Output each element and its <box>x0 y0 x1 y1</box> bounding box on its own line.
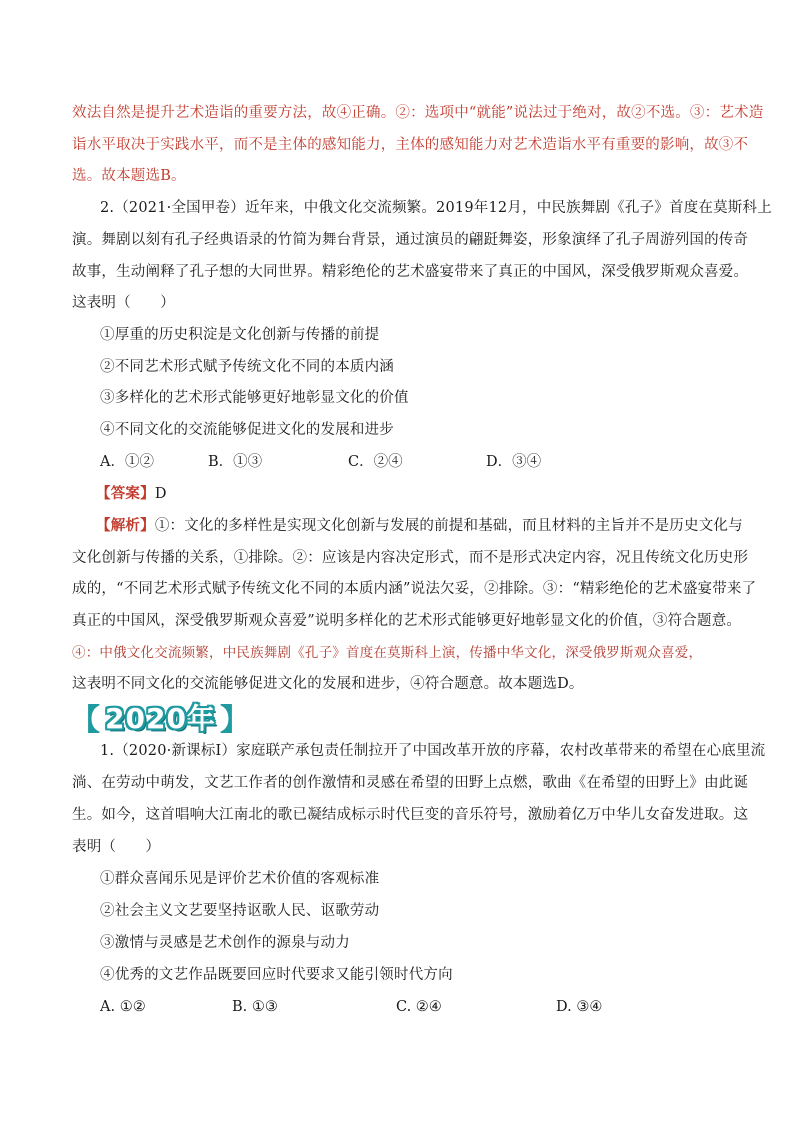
question-1-item-2: ②社会主义文艺要坚持讴歌人民、讴歌劳动 <box>100 903 380 919</box>
question-2-option-c: C．②④ <box>348 454 403 470</box>
question-2-stem-line-4: 这表明（ ） <box>72 295 175 311</box>
question-1-option-a: A. ①② <box>100 999 146 1015</box>
analysis-continuation-line-1: 效法自然是提升艺术造诣的重要方法，故④正确。②：选项中“就能”说法过于绝对，故②不选。③：艺术造 <box>72 105 764 121</box>
question-2-item-2: ②不同艺术形式赋予传统文化不同的本质内涵 <box>100 359 394 375</box>
question-2-analysis-line-6: 这表明不同文化的交流能够促进文化的发展和进步，④符合题意。故本题选D。 <box>72 676 584 692</box>
analysis-tag: 【解析】 <box>96 517 155 534</box>
question-2-stem-line-2: 演。舞剧以刻有孔子经典语录的竹简为舞台背景，通过演员的翩跹舞姿，形象演绎了孔子周游列国的传奇 <box>72 232 749 248</box>
question-1-stem-line-4: 表明（ ） <box>72 839 161 855</box>
question-1-option-b: B. ①③ <box>232 999 278 1015</box>
banner-year-text: 2020年 <box>105 702 216 735</box>
question-2-analysis-line-5: ④：中俄文化交流频繁，中民族舞剧《孔子》首度在莫斯科上演，传播中华文化，深受俄罗斯观众喜爱， <box>72 645 703 661</box>
question-1-item-1: ①群众喜闻乐见是评价艺术价值的客观标准 <box>100 871 380 887</box>
question-1-stem-line-2: 淌、在劳动中萌发，文艺工作者的创作激情和灵感在希望的田野上点燃，歌曲《在希望的田野上》由此诞 <box>72 775 749 791</box>
question-1-stem-line-3: 生。如今，这首唱响大江南北的歌已凝结成标示时代巨变的音乐符号，激励着亿万中华儿女奋发进取。这 <box>72 807 749 823</box>
question-1-item-4: ④优秀的文艺作品既要回应时代要求又能引领时代方向 <box>100 967 453 983</box>
question-2-answer <box>96 484 167 504</box>
banner-open-bracket: 【 <box>70 703 101 738</box>
question-2-analysis-line-3: 成的，“不同艺术形式赋予传统文化不同的本质内涵”说法欠妥，②排除。③：“精彩绝伦的艺术盛宴带来了 <box>72 581 757 597</box>
question-2-analysis-line-2: 文化创新与传播的关系，①排除。②：应该是内容决定形式，而不是形式决定内容，况且传统文化历史形 <box>72 550 749 566</box>
analysis-continuation-line-2: 诣水平取决于实践水平，而不是主体的感知能力，主体的感知能力对艺术造诣水平有重要的影响，故③不 <box>72 137 749 153</box>
analysis-continuation-line-3: 选。故本题选B。 <box>72 168 186 184</box>
question-2-option-d: D．③④ <box>486 454 542 470</box>
banner-close-bracket: 】 <box>219 703 251 738</box>
question-1-option-c: C. ②④ <box>396 999 442 1015</box>
question-2-item-1: ①厚重的历史积淀是文化创新与传播的前提 <box>100 327 380 343</box>
answer-tag: 【答案】 <box>96 485 155 502</box>
analysis-text-1: ①：文化的多样性是实现文化创新与发展的前提和基础，而且材料的主旨并不是历史文化与 <box>154 518 743 534</box>
question-1-option-d: D. ③④ <box>556 999 603 1015</box>
question-2-item-3: ③多样化的艺术形式能够更好地彰显文化的价值 <box>100 390 409 406</box>
question-2-analysis-line-4: 真正的中国风，深受俄罗斯观众喜爱”说明多样化的艺术形式能够更好地彰显文化的价值，③符合题意。 <box>72 613 742 629</box>
question-2-option-b: B．①③ <box>208 454 263 470</box>
question-2-item-4: ④不同文化的交流能够促进文化的发展和进步 <box>100 422 394 438</box>
question-2-analysis-line-1 <box>96 516 743 536</box>
answer-value: D <box>154 486 167 502</box>
question-2-stem-line-1: 2.（2021·全国甲卷）近年来，中俄文化交流频繁。2019年12月，中民族舞剧《孔子》首度在莫斯科上 <box>100 200 772 216</box>
question-1-stem-line-1: 1.（2020·新课标Ⅰ）家庭联产承包责任制拉开了中国改革开放的序幕，农村改革带来的希望在心底里流 <box>100 743 766 759</box>
question-2-option-a: A．①② <box>100 454 154 470</box>
question-2-stem-line-3: 故事，生动阐释了孔子想的大同世界。精彩绝伦的艺术盛宴带来了真正的中国风，深受俄罗斯观众喜爱。 <box>72 264 749 280</box>
question-1-item-3: ③激情与灵感是艺术创作的源泉与动力 <box>100 935 350 951</box>
year-banner-2020 <box>70 700 251 738</box>
